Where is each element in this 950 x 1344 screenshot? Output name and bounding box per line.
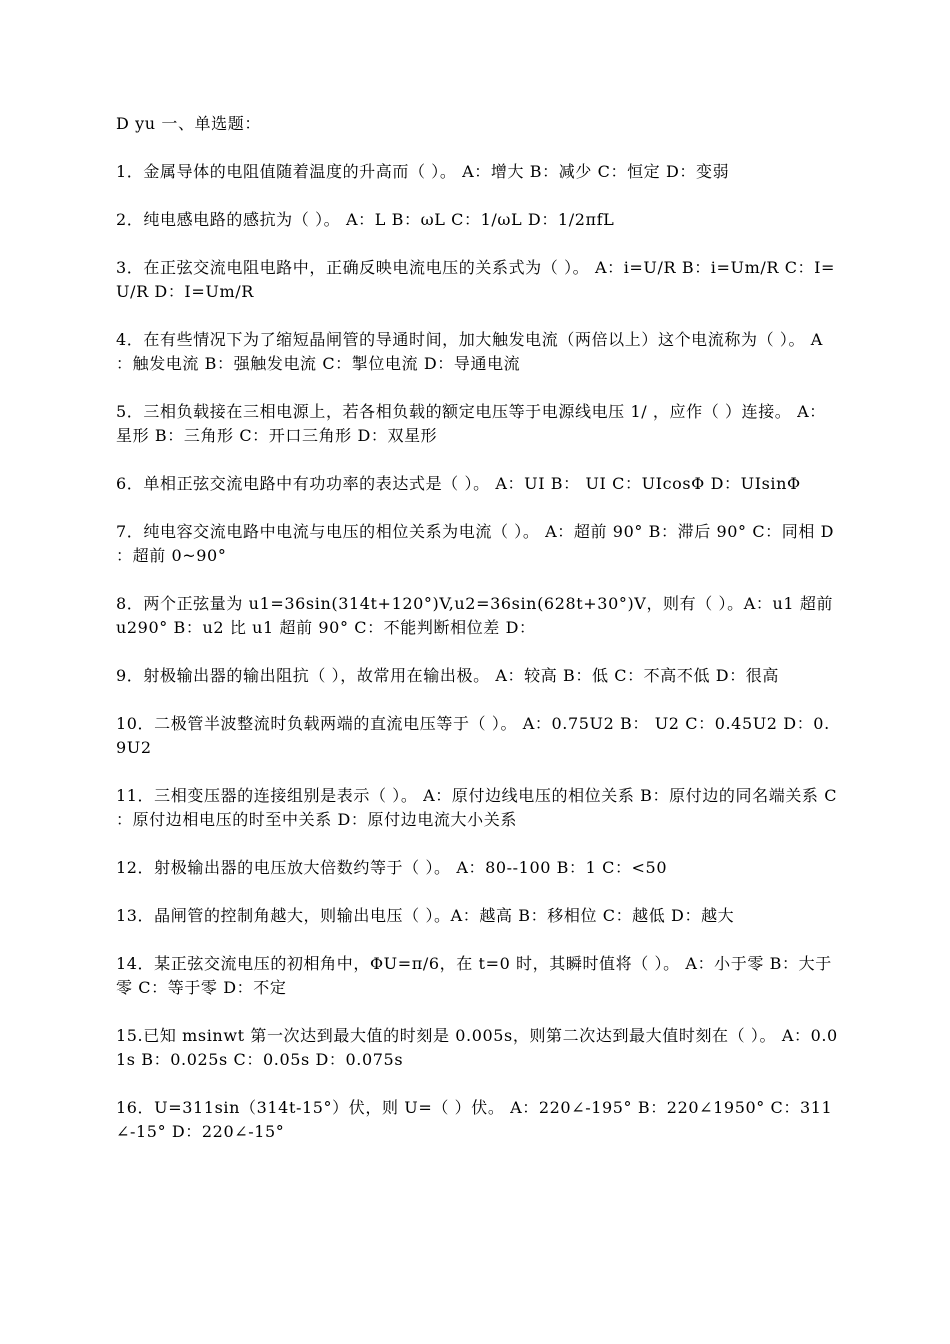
- question-9: 9．射极输出器的输出阻抗（ ），故常用在输出极。 A：较高 B：低 C：不高不低 D：很高: [116, 666, 779, 685]
- question-3: 3．在正弦交流电阻电路中，正确反映电流电压的关系式为（ ）。 A：i=U/R B：i=Um/R C：I=U/R D：I=Um/R: [116, 258, 836, 301]
- question-5: 5．三相负载接在三相电源上，若各相负载的额定电压等于电源线电压 1/ ，应作（ ）连接。 A：星形 B：三角形 C：开口三角形 D：双星形: [116, 402, 826, 445]
- question-10: 10．二极管半波整流时负载两端的直流电压等于（ ）。 A：0.75U2 B： U2 C：0.45U2 D：0.9U2: [116, 714, 830, 757]
- question-13: 13．晶闸管的控制角越大，则输出电压（ ）。A：越高 B：移相位 C：越低 D：越大: [116, 906, 735, 925]
- question-6: 6．单相正弦交流电路中有功功率的表达式是（ ）。 A：UI B： UI C：UIcosΦ D：UIsinΦ: [116, 474, 801, 493]
- question-4: 4．在有些情况下为了缩短晶闸管的导通时间，加大触发电流（两倍以上）这个电流称为（ ）。 A：触发电流 B：强触发电流 C：掣位电流 D：导通电流: [116, 330, 823, 373]
- question-15: 15.已知 msinwt 第一次达到最大值的时刻是 0.005s，则第二次达到最大值时刻在（ ）。 A：0.01s B：0.025s C：0.05s D：0.075s: [116, 1026, 838, 1069]
- question-2: 2．纯电感电路的感抗为（ ）。 A：L B：ωL C：1/ωL D：1/2πfL: [116, 210, 615, 229]
- question-14: 14．某正弦交流电压的初相角中，ΦU=π/6，在 t=0 时，其瞬时值将（ ）。 A：小于零 B：大于零 C：等于零 D：不定: [116, 954, 832, 997]
- question-1: 1．金属导体的电阻值随着温度的升高而（ ）。 A：增大 B：减少 C：恒定 D：变弱: [116, 162, 730, 181]
- question-7: 7．纯电容交流电路中电流与电压的相位关系为电流（ ）。 A：超前 90° B：滞后 90° C：同相 D：超前 0~90°: [116, 522, 835, 565]
- document-page: [116, 112, 838, 1168]
- question-8: 8．两个正弦量为 u1=36sin(314t+120°)V,u2=36sin(628t+30°)V，则有（ ）。A：u1 超前 u290° B：u2 比 u1 超前 90° C：不能判断相位差 D：: [116, 594, 834, 637]
- question-16: 16．U=311sin（314t-15°）伏，则 U=（ ）伏。 A：220∠-195° B：220∠1950° C：311∠-15° D：220∠-15°: [116, 1098, 833, 1141]
- question-12: 12．射极输出器的电压放大倍数约等于（ ）。 A：80--100 B：1 C：<50: [116, 858, 668, 877]
- section-heading: D yu 一、单选题：: [116, 114, 261, 133]
- question-11: 11．三相变压器的连接组别是表示（ ）。 A：原付边线电压的相位关系 B：原付边的同名端关系 C：原付边相电压的时至中关系 D：原付边电流大小关系: [116, 786, 838, 829]
